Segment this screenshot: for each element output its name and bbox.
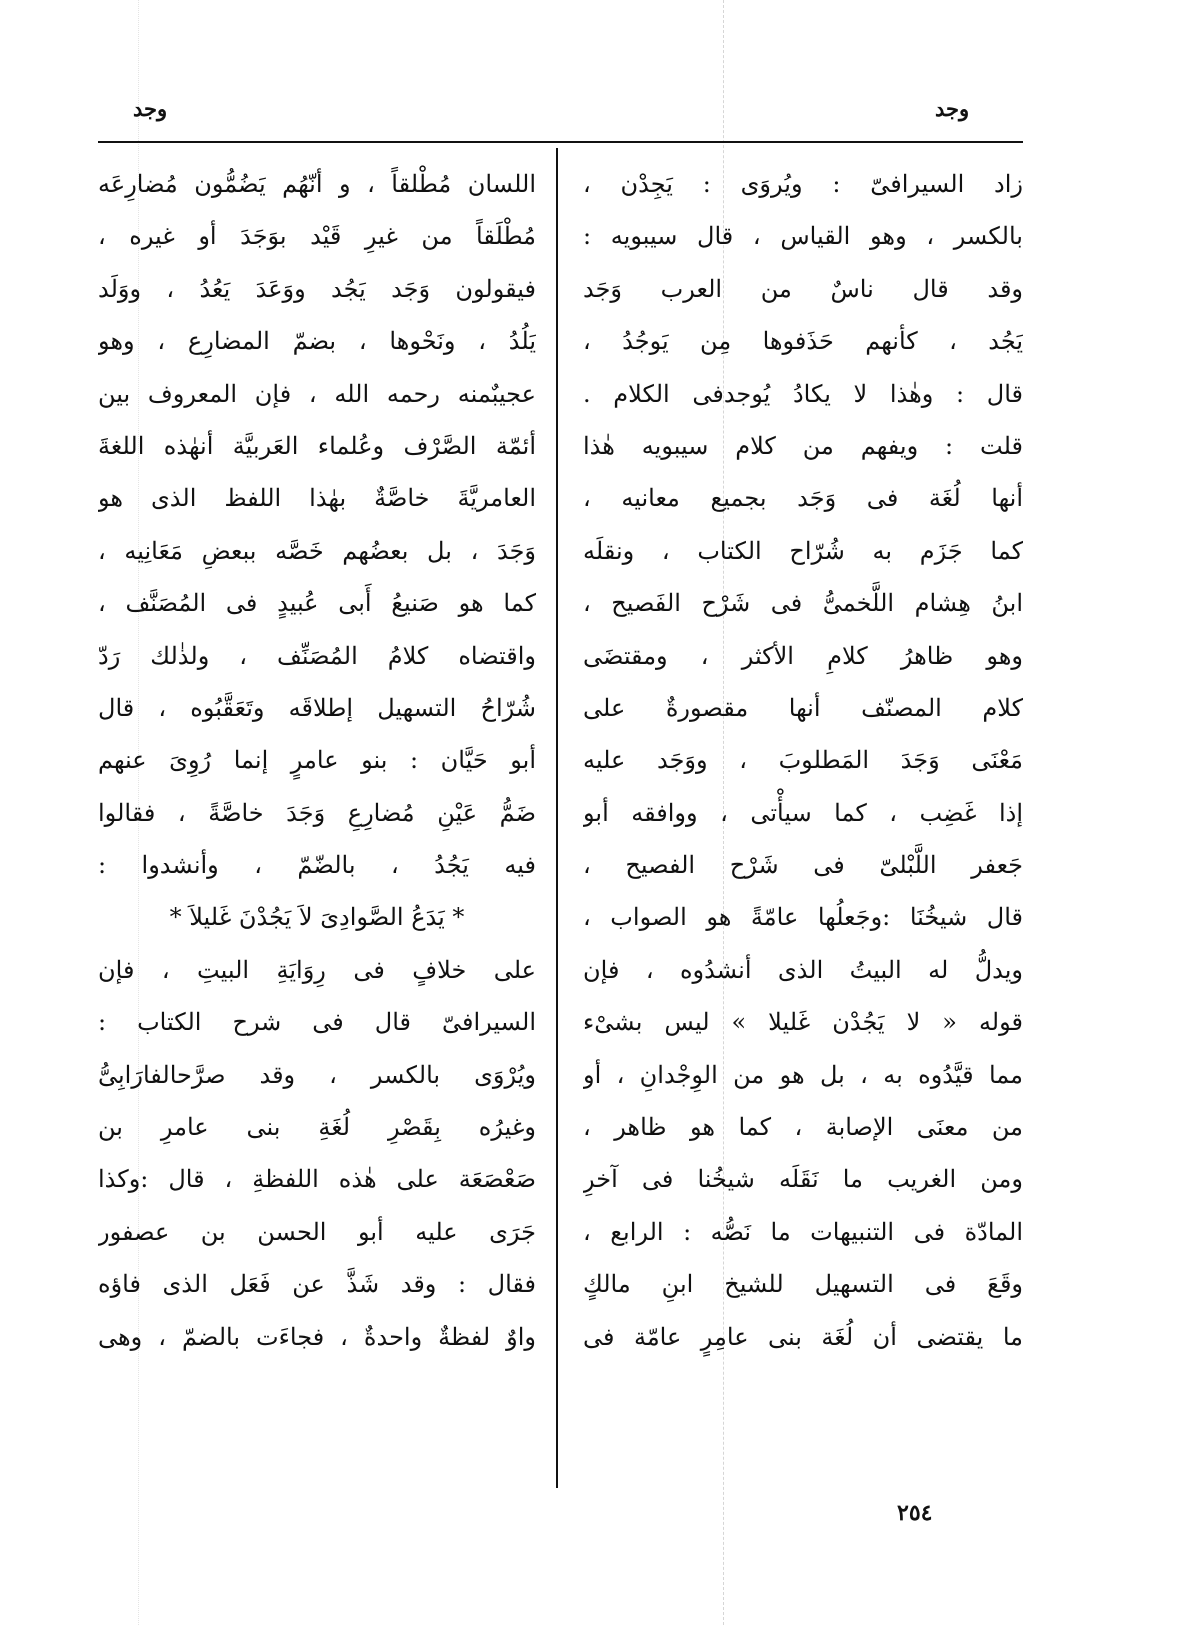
text-line: المادّة فى التنبيهات ما نَصُّه : الرابع ، — [583, 1217, 1023, 1246]
text-line: مُطْلَقاً من غيرِ قَيْد بوَجَدَ أو غيره ، — [98, 222, 536, 251]
running-header-left: وجد — [133, 96, 168, 121]
text-line: وهو ظاهرُ كلامِ الأكثر ، ومقتضَى — [583, 641, 1023, 670]
text-line: وقَعَ فى التسهيل للشيخ ابنِ مالكٍ — [583, 1270, 1023, 1299]
text-line: زاد السيرافىّ : ويُروَى : يَجِدْن ، — [583, 170, 1023, 198]
text-line: مما قيَّدُوه به ، بل هو من الوِجْدانِ ، أو — [583, 1060, 1023, 1089]
text-line: ويُرْوَى بالكسر ، وقد صرَّحالفارَابِىُّ — [98, 1060, 536, 1089]
text-line: ابنُ هِشام اللَّخمىُّ فى شَرْح الفَصيح ، — [583, 589, 1023, 618]
text-line: ومن الغريب ما نَقَلَه شيخُنا فى آخرِ — [583, 1165, 1023, 1194]
text-line: قوله « لا يَجُدْن غَليلا » ليس بشىْء — [583, 1008, 1023, 1037]
text-line: وغيرُه بِقَصْرِ لُغَةِ بنى عامرِ بن — [98, 1113, 536, 1142]
text-line: فقال : وقد شَذَّ عن فَعَل الذى فاؤه — [98, 1270, 536, 1299]
text-line: جَرَى عليه أبو الحسن بن عصفور — [98, 1217, 536, 1246]
text-line: يَلُدُ ، ونَحْوها ، بضمّ المضارِع ، وهو — [98, 327, 536, 356]
text-line: فيه يَجُدُ ، بالضّمّ ، وأنشدوا : — [98, 851, 536, 880]
text-line: من معنَى الإصابة ، كما هو ظاهر ، — [583, 1113, 1023, 1142]
text-line: واوٌ لفظةٌ واحدةٌ ، فجاءَت بالضمّ ، وهى — [98, 1322, 536, 1351]
left-text-column — [98, 158, 536, 1488]
text-line: مَعْنَى وَجَدَ المَطلوبَ ، ووَجَد عليه — [583, 746, 1023, 775]
text-line: أئمّة الصَّرْف وعُلماء العَربيَّة أنهٰذه اللغةَ — [98, 431, 536, 460]
verse-line: * يَدَعُ الصَّوادِىَ لاَ يَجُدْنَ غَليلاَ * — [169, 903, 465, 932]
text-line: واقتضاه كلامُ المُصَنِّف ، ولذٰلك رَدّ — [98, 641, 536, 670]
text-line: عجيبٌمنه رحمه الله ، فإن المعروف بين — [98, 379, 536, 408]
text-line: أبو حَيَّان : بنو عامرٍ إنما رُوِىَ عنهم — [98, 746, 536, 775]
text-line: العامريَّةَ خاصَّةٌ بهٰذا اللفظ الذى هو — [98, 484, 536, 513]
text-line: صَعْصَعَة على هٰذه اللفظةِ ، قال :وكذا — [98, 1165, 536, 1194]
text-line: شُرّاحُ التسهيل إطلاقَه وتَعَقَّبُوه ، قال — [98, 693, 536, 722]
text-line: قال : وهٰذا لا يكادُ يُوجدفى الكلام . — [583, 379, 1023, 408]
column-divider — [556, 148, 558, 1488]
text-line: بالكسر ، وهو القياس ، قال سيبويه : — [583, 222, 1023, 251]
text-line: ما يقتضى أن لُغَة بنى عامِرٍ عامّة فى — [583, 1322, 1023, 1351]
page-number: ٢٥٤ — [897, 1500, 933, 1526]
text-line: ضَمُّ عَيْنِ مُضارِعِ وَجَدَ خاصَّةً ، فقالوا — [98, 798, 536, 827]
text-line: ويدلُّ له البيتُ الذى أنشدُوه ، فإن — [583, 955, 1023, 984]
text-line: اللسان مُطْلقاً ، و أنّهُم يَضُمُّون مُضارِعَه — [98, 170, 536, 198]
text-line: السيرافىّ قال فى شرح الكتاب : — [98, 1008, 536, 1037]
text-line: وقد قال ناسٌ من العرب وَجَد — [583, 274, 1023, 303]
text-line: إذا غَضِب ، كما سيأْتى ، ووافقه أبو — [583, 798, 1023, 827]
text-line: قال شيخُنَا :وجَعلُها عامّةً هو الصواب ، — [583, 903, 1023, 932]
header-rule — [98, 141, 1023, 143]
text-line: جَعفر اللَّبْلىّ فى شَرْح الفصيح ، — [583, 851, 1023, 880]
running-header-right: وجد — [935, 96, 970, 121]
text-line: يَجُد ، كأنهم حَذَفوها مِن يَوجُدُ ، — [583, 327, 1023, 356]
text-line: كما هو صَنيعُ أَبى عُبيدٍ فى المُصَنَّف ، — [98, 589, 536, 618]
right-text-column — [583, 158, 1023, 1488]
text-line: وَجَدَ ، بل بعضُهم خَصَّه ببعضِ مَعَانِيه ، — [98, 536, 536, 565]
text-line: فيقولون وَجَد يَجُد ووَعَدَ يَعُدُ ، ووَلَد — [98, 274, 536, 303]
text-line: كلام المصنّف أنها مقصورةٌ على — [583, 693, 1023, 722]
text-line: على خلافٍ فى رِوَايَةِ البيتِ ، فإن — [98, 955, 536, 984]
text-line: كما جَزَم به شُرّاح الكتاب ، ونقلَه — [583, 536, 1023, 565]
text-line: أنها لُغَة فى وَجَد بجميع معانيه ، — [583, 484, 1023, 513]
text-line: قلت : ويفهم من كلام سيبويه هٰذا — [583, 431, 1023, 460]
